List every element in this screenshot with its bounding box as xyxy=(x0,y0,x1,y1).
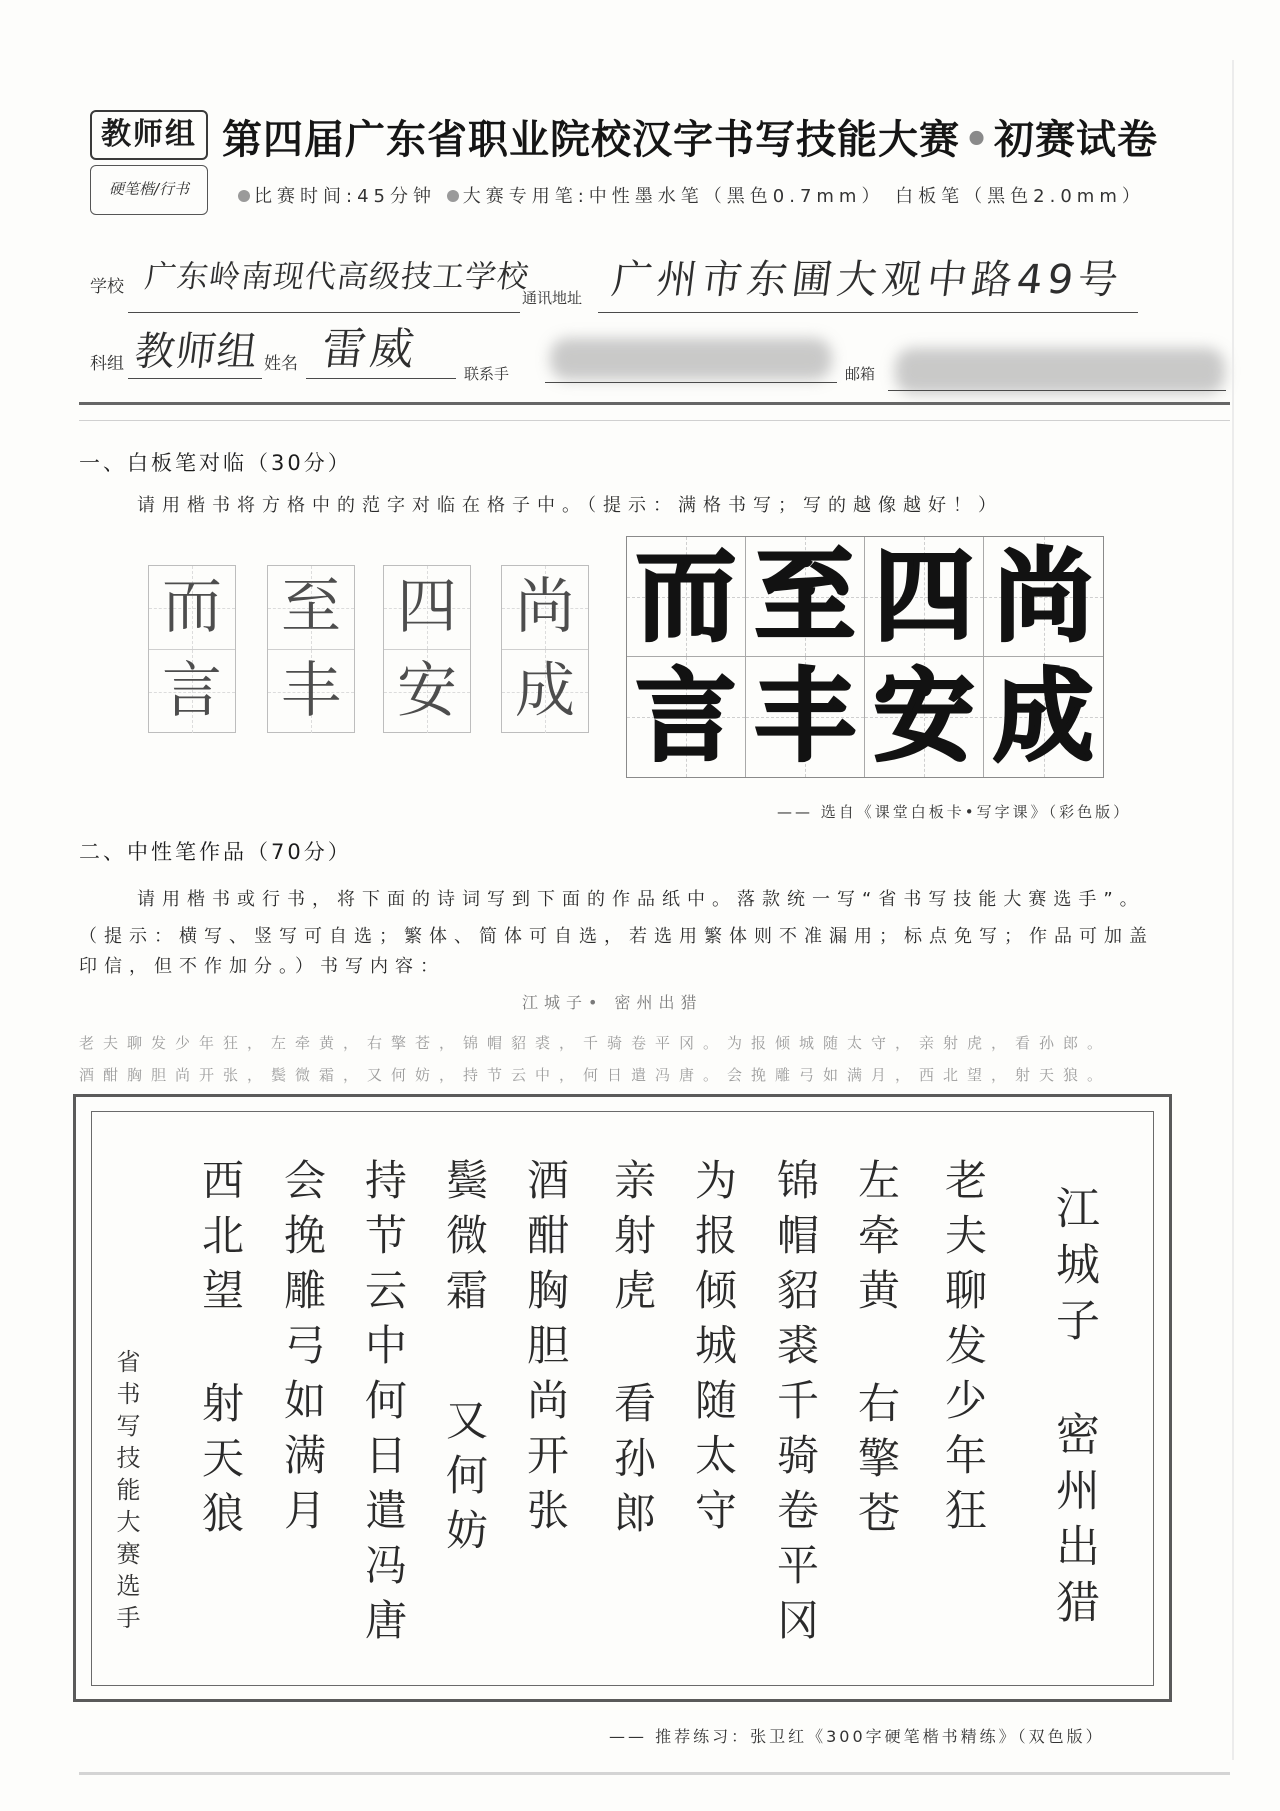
model-cell xyxy=(627,537,746,657)
artwork-text: 亲射虎 xyxy=(608,1158,657,1323)
title-main: 第四届广东省职业院校汉字书写技能大赛 xyxy=(222,117,960,163)
email-label: 邮箱 xyxy=(845,365,876,383)
exam-info xyxy=(238,185,1145,209)
signature-text: 省书写技能大赛选手 xyxy=(112,1349,140,1637)
section1-heading: 一、白板笔对临（30分） xyxy=(79,451,352,475)
practice-char: 至 xyxy=(281,572,341,642)
school-label: 学校 xyxy=(90,277,124,297)
practice-char: 安 xyxy=(397,656,457,726)
address-label: 通讯地址 xyxy=(522,289,583,307)
artwork-text: 又何妨 xyxy=(440,1398,489,1563)
artwork-text: 鬓微霜 xyxy=(440,1158,489,1323)
section2-heading: 二、中性笔作品（70分） xyxy=(79,840,352,864)
model-char: 四 xyxy=(874,538,974,655)
circle-bullet-icon xyxy=(238,190,250,202)
name-label: 姓名 xyxy=(264,354,298,374)
address-underline xyxy=(598,312,1138,313)
artwork-column xyxy=(440,1158,488,1563)
recommend-note: —— 推荐练习：张卫红《300字硬笔楷书精练》（双色版） xyxy=(609,1727,1105,1746)
artwork-text: 酒酣胸胆尚开张 xyxy=(521,1158,570,1543)
name-value: 雷威 xyxy=(318,324,422,375)
artwork-text: 左牵黄 xyxy=(852,1158,901,1323)
model-char: 成 xyxy=(993,658,1094,775)
page-title xyxy=(222,112,1158,168)
section2-instruction-line: 请用楷书或行书，将下面的诗词写到下面的作品纸中。落款统一写“省书写技能大赛选手”。 xyxy=(137,889,1145,910)
section2-instruction-line: 印信，但不作加分。）书写内容： xyxy=(79,956,445,977)
artwork-column xyxy=(1049,1185,1097,1635)
model-char: 至 xyxy=(755,538,855,655)
practice-cell xyxy=(502,566,588,649)
artwork-text: 会挽雕弓如满月 xyxy=(278,1158,327,1543)
email-underline xyxy=(888,390,1226,391)
model-cell xyxy=(627,657,746,777)
model-cell xyxy=(984,657,1103,777)
practice-box xyxy=(383,565,471,733)
model-char: 安 xyxy=(874,658,974,775)
practice-char: 言 xyxy=(162,656,222,726)
phone-label: 联系手 xyxy=(464,365,510,383)
model-character-grid xyxy=(626,536,1104,778)
artwork-text: 为报倾城随太守 xyxy=(689,1158,738,1543)
artwork-text: 锦帽貂裘千骑卷平冈 xyxy=(771,1158,820,1653)
school-value: 广东岭南现代高级技工学校 xyxy=(142,259,532,295)
artwork-text: 密州出猎 xyxy=(1048,1411,1099,1635)
group-badge: 教师组 xyxy=(90,110,208,160)
practice-box xyxy=(501,565,589,733)
name-underline xyxy=(306,378,456,379)
artwork-column xyxy=(689,1158,737,1543)
artwork-column xyxy=(608,1158,656,1546)
department-value: 教师组 xyxy=(132,329,261,375)
practice-cell xyxy=(384,566,470,649)
practice-cell xyxy=(268,566,354,649)
scan-edge-line xyxy=(79,1772,1230,1775)
header-divider xyxy=(79,402,1230,405)
email-redacted xyxy=(895,348,1225,394)
artwork-text: 右擎苍 xyxy=(852,1381,901,1546)
artwork-column xyxy=(196,1158,244,1546)
category-badge: 硬笔楷/行书 xyxy=(90,165,208,215)
practice-cell xyxy=(502,649,588,733)
artwork-column xyxy=(521,1158,569,1543)
model-cell xyxy=(865,537,984,657)
model-cell xyxy=(984,537,1103,657)
artwork-text: 持节云中何日遣冯唐 xyxy=(359,1158,408,1653)
artwork-column xyxy=(278,1158,326,1543)
header-divider-light xyxy=(79,420,1230,421)
practice-box xyxy=(267,565,355,733)
artwork-column xyxy=(939,1158,987,1543)
model-char: 丰 xyxy=(755,658,855,775)
phone-redacted xyxy=(550,338,832,380)
artwork-text: 江城子 xyxy=(1048,1185,1099,1353)
practice-char: 四 xyxy=(397,572,457,642)
section2-instruction-line: （提示：横写、竖写可自选；繁体、简体可自选，若选用繁体则不准漏用；标点免写；作品可加盖 xyxy=(79,926,1154,947)
scan-edge-shadow xyxy=(1232,60,1234,1760)
phone-underline xyxy=(545,382,837,383)
circle-bullet-icon xyxy=(447,190,459,202)
artwork-column xyxy=(359,1158,407,1653)
model-char: 言 xyxy=(636,658,736,775)
artwork-column xyxy=(852,1158,900,1546)
model-char: 尚 xyxy=(993,538,1094,655)
artwork-signature xyxy=(110,1349,142,1637)
artwork-column xyxy=(771,1158,819,1653)
title-suffix: 初赛试卷 xyxy=(994,117,1158,163)
poem-title: 江城子• 密州出猎 xyxy=(522,993,703,1012)
practice-char: 成 xyxy=(515,656,575,726)
department-label: 科组 xyxy=(90,354,124,374)
model-cell xyxy=(865,657,984,777)
artwork-text: 看孙郎 xyxy=(608,1381,657,1546)
address-value: 广州市东圃大观中路49号 xyxy=(609,257,1126,303)
model-cell xyxy=(746,657,865,777)
artwork-text: 射天狼 xyxy=(196,1381,245,1546)
practice-char: 尚 xyxy=(515,572,575,642)
poem-line: 酒酣胸胆尚开张，鬓微霜，又何妨，持节云中，何日遣冯唐。会挽雕弓如满月，西北望，射天狼。 xyxy=(79,1066,1112,1084)
exam-pen: 大赛专用笔:中性墨水笔（黑色0.7mm） 白板笔（黑色2.0mm） xyxy=(462,186,1145,207)
section1-instruction: 请用楷书将方格中的范字对临在格子中。（提示：满格书写；写的越像越好！） xyxy=(137,495,1003,516)
school-underline xyxy=(128,312,520,313)
practice-box xyxy=(148,565,236,733)
department-underline xyxy=(128,378,262,379)
artwork-text: 西北望 xyxy=(196,1158,245,1323)
source-note: —— 选自《课堂白板卡•写字课》（彩色版） xyxy=(777,803,1132,821)
practice-char: 而 xyxy=(162,572,222,642)
practice-cell xyxy=(149,566,235,649)
model-cell xyxy=(746,537,865,657)
artwork-text: 老夫聊发少年狂 xyxy=(939,1158,988,1543)
title-separator: • xyxy=(963,117,991,163)
practice-cell xyxy=(149,649,235,733)
practice-char: 丰 xyxy=(281,656,341,726)
model-char: 而 xyxy=(636,538,736,655)
poem-line: 老夫聊发少年狂，左牵黄，右擎苍，锦帽貂裘，千骑卷平冈。为报倾城随太守，亲射虎，看孙郎。 xyxy=(79,1034,1112,1052)
practice-cell xyxy=(268,649,354,733)
exam-time: 比赛时间:45分钟 xyxy=(254,186,436,207)
practice-cell xyxy=(384,649,470,733)
